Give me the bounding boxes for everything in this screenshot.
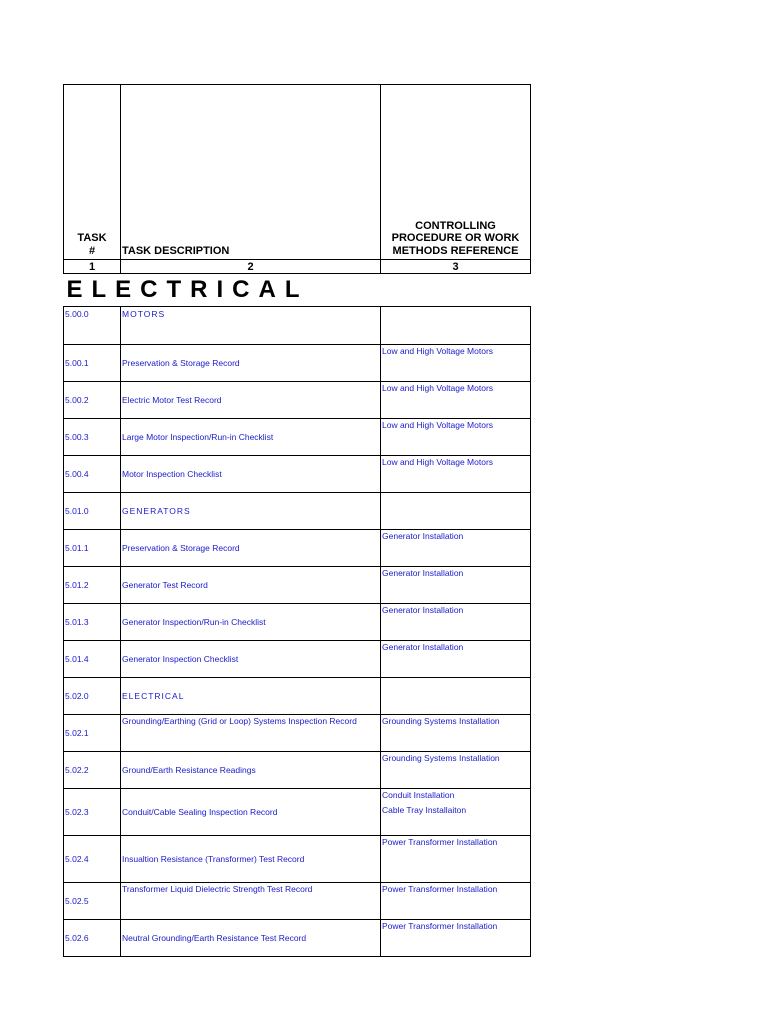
task-number: 5.00.4 xyxy=(64,456,121,493)
task-description: ELECTRICAL xyxy=(121,678,381,715)
task-reference: Generator Installation xyxy=(381,567,531,604)
table-row xyxy=(64,715,531,752)
task-reference: Conduit Installation xyxy=(382,790,455,800)
task-reference: Generator Installation xyxy=(381,641,531,678)
task-description: Generator Inspection Checklist xyxy=(121,641,381,678)
task-number: 5.01.3 xyxy=(64,604,121,641)
task-reference: Low and High Voltage Motors xyxy=(381,456,531,493)
task-description: Neutral Grounding/Earth Resistance Test Record xyxy=(121,920,381,957)
task-description: Preservation & Storage Record xyxy=(121,530,381,567)
task-description: GENERATORS xyxy=(121,493,381,530)
task-description: Generator Inspection/Run-in Checklist xyxy=(121,604,381,641)
table-row xyxy=(64,641,531,678)
task-reference: Generator Installation xyxy=(381,530,531,567)
task-number: 5.02.1 xyxy=(64,715,121,752)
task-number: 5.01.0 xyxy=(64,493,121,530)
task-table xyxy=(63,84,531,957)
table-row xyxy=(64,678,531,715)
task-description: Grounding/Earthing (Grid or Loop) Systems Inspection Record xyxy=(121,715,381,752)
column-number-1: 1 xyxy=(64,260,121,274)
header-task-description: TASK DESCRIPTION xyxy=(121,85,381,260)
column-number-row xyxy=(64,260,531,274)
table-row xyxy=(64,456,531,493)
table-row xyxy=(64,836,531,883)
table-row xyxy=(64,920,531,957)
table-row xyxy=(64,382,531,419)
section-row xyxy=(64,274,531,307)
task-description: Conduit/Cable Sealing Inspection Record xyxy=(121,789,381,836)
table-row xyxy=(64,752,531,789)
header-controlling-procedure: CONTROLLING PROCEDURE OR WORK METHODS REFERENCE xyxy=(381,85,531,260)
table-row xyxy=(64,530,531,567)
task-reference: Low and High Voltage Motors xyxy=(381,345,531,382)
header-task-number: TASK # xyxy=(64,85,121,260)
task-description: Insualtion Resistance (Transformer) Test Record xyxy=(121,836,381,883)
task-description: Ground/Earth Resistance Readings xyxy=(121,752,381,789)
task-description: Preservation & Storage Record xyxy=(121,345,381,382)
table-row xyxy=(64,345,531,382)
table-row xyxy=(64,419,531,456)
section-title: ELECTRICAL xyxy=(64,274,531,307)
task-number: 5.01.1 xyxy=(64,530,121,567)
column-number-2: 2 xyxy=(121,260,381,274)
table-row xyxy=(64,883,531,920)
task-number: 5.00.2 xyxy=(64,382,121,419)
task-reference-secondary: Cable Tray Installaiton xyxy=(382,805,467,815)
task-reference: Power Transformer Installation xyxy=(381,920,531,957)
task-number: 5.00.3 xyxy=(64,419,121,456)
header-row xyxy=(64,85,531,260)
task-number: 5.00.1 xyxy=(64,345,121,382)
task-number: 5.02.6 xyxy=(64,920,121,957)
task-reference: Power Transformer Installation xyxy=(381,836,531,883)
task-number: 5.01.4 xyxy=(64,641,121,678)
task-reference xyxy=(381,678,531,715)
task-number: 5.02.2 xyxy=(64,752,121,789)
task-number: 5.00.0 xyxy=(64,307,121,345)
task-reference: Low and High Voltage Motors xyxy=(381,382,531,419)
task-reference: Power Transformer Installation xyxy=(381,883,531,920)
task-reference xyxy=(381,493,531,530)
task-number: 5.01.2 xyxy=(64,567,121,604)
table-row xyxy=(64,604,531,641)
task-number: 5.02.5 xyxy=(64,883,121,920)
task-reference xyxy=(381,307,531,345)
task-description: Generator Test Record xyxy=(121,567,381,604)
task-number: 5.02.3 xyxy=(64,789,121,836)
task-reference: Grounding Systems Installation xyxy=(381,752,531,789)
task-description: Motor Inspection Checklist xyxy=(121,456,381,493)
task-number: 5.02.4 xyxy=(64,836,121,883)
table-row xyxy=(64,789,531,836)
task-reference: Generator Installation xyxy=(381,604,531,641)
table-row xyxy=(64,567,531,604)
task-reference: Low and High Voltage Motors xyxy=(381,419,531,456)
column-number-3: 3 xyxy=(381,260,531,274)
task-description: Electric Motor Test Record xyxy=(121,382,381,419)
table-row xyxy=(64,493,531,530)
task-description: MOTORS xyxy=(121,307,381,345)
task-number: 5.02.0 xyxy=(64,678,121,715)
task-reference: Grounding Systems Installation xyxy=(381,715,531,752)
table-row xyxy=(64,307,531,345)
task-description: Transformer Liquid Dielectric Strength Test Record xyxy=(121,883,381,920)
task-reference-cell xyxy=(381,789,531,836)
task-description: Large Motor Inspection/Run-in Checklist xyxy=(121,419,381,456)
